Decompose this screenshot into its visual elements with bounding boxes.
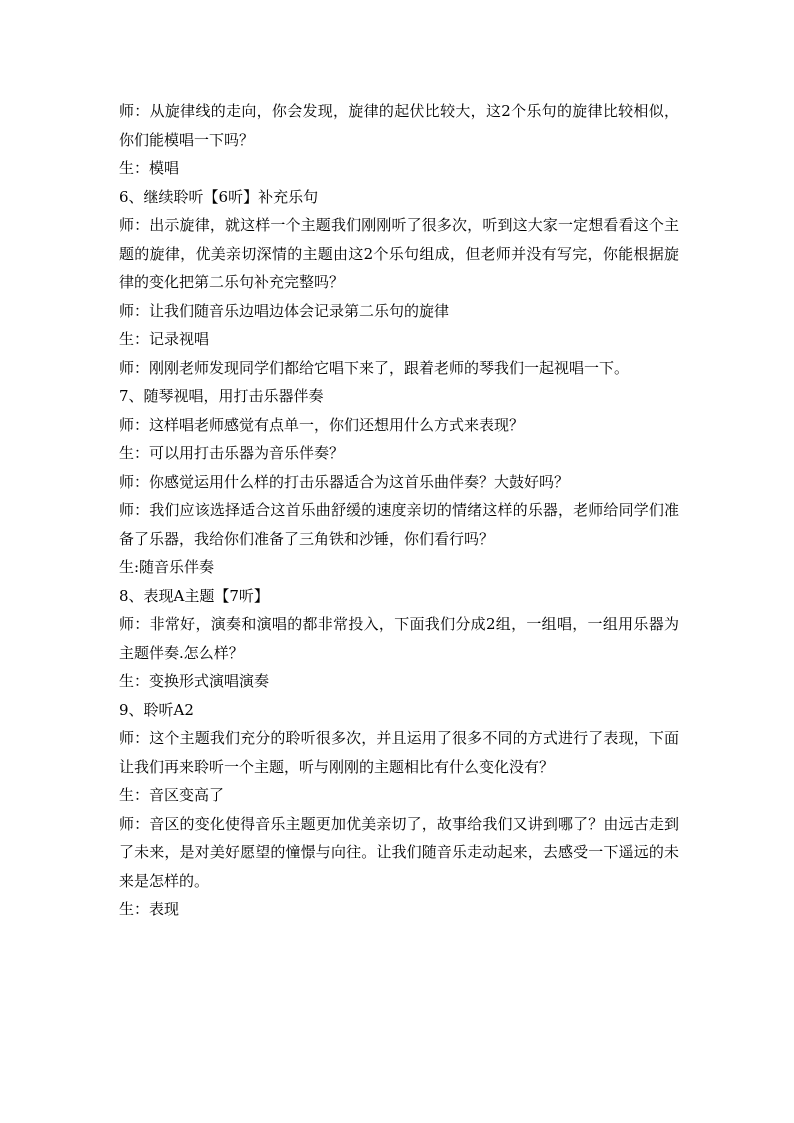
section-heading: 9、聆听A2 bbox=[119, 700, 194, 719]
section-heading: 8、表现A主题【7听】 bbox=[119, 586, 269, 605]
paragraph: 师：这个主题我们充分的聆听很多次，并且运用了很多不同的方式进行了表现，下面让我们再来聆听一个主题，听与刚刚的主题相比有什么变化没有？ bbox=[119, 729, 679, 776]
paragraph: 生：记录视唱 bbox=[119, 330, 210, 348]
paragraph: 生：音区变高了 bbox=[119, 786, 225, 804]
paragraph: 师：非常好，演奏和演唱的都非常投入，下面我们分成2组，一组唱，一组用乐器为主题伴奏.怎么样？ bbox=[119, 615, 679, 662]
paragraph: 师：从旋律线的走向，你会发现，旋律的起伏比较大，这2个乐句的旋律比较相似，你们能模唱一下吗？ bbox=[119, 102, 679, 149]
document-body bbox=[119, 97, 679, 924]
paragraph: 师：我们应该选择适合这首乐曲舒缓的速度亲切的情绪这样的乐器，老师给同学们准备了乐器，我给你们准备了三角铁和沙锤，你们看行吗？ bbox=[119, 501, 679, 548]
paragraph: 生：可以用打击乐器为音乐伴奏？ bbox=[119, 444, 345, 462]
paragraph: 生：变换形式演唱演奏 bbox=[119, 672, 270, 690]
paragraph: 师：你感觉运用什么样的打击乐器适合为这首乐曲伴奏？大鼓好吗？ bbox=[119, 472, 570, 491]
paragraph: 师：这样唱老师感觉有点单一，你们还想用什么方式来表现？ bbox=[119, 415, 525, 434]
paragraph: 生:随音乐伴奏 bbox=[119, 558, 215, 576]
paragraph: 师：刚刚老师发现同学们都给它唱下来了，跟着老师的琴我们一起视唱一下。 bbox=[119, 358, 630, 377]
paragraph: 生：表现 bbox=[119, 900, 180, 918]
section-heading: 7、随琴视唱，用打击乐器伴奏 bbox=[119, 387, 324, 405]
paragraph: 生：模唱 bbox=[119, 159, 180, 177]
paragraph: 师：出示旋律，就这样一个主题我们刚刚听了很多次，听到这大家一定想看看这个主题的旋律，优美亲切深情的主题由这2个乐句组成，但老师并没有写完，你能根据旋律的变化把第二乐句补充完整吗？ bbox=[119, 216, 679, 291]
section-heading: 6、继续聆听【6听】补充乐句 bbox=[119, 187, 319, 206]
paragraph: 师：让我们随音乐边唱边体会记录第二乐句的旋律 bbox=[119, 301, 450, 320]
paragraph: 师：音区的变化使得音乐主题更加优美亲切了，故事给我们又讲到哪了？由远古走到了未来，是对美好愿望的憧憬与向往。让我们随音乐走动起来，去感受一下遥远的未来是怎样的。 bbox=[119, 814, 679, 890]
